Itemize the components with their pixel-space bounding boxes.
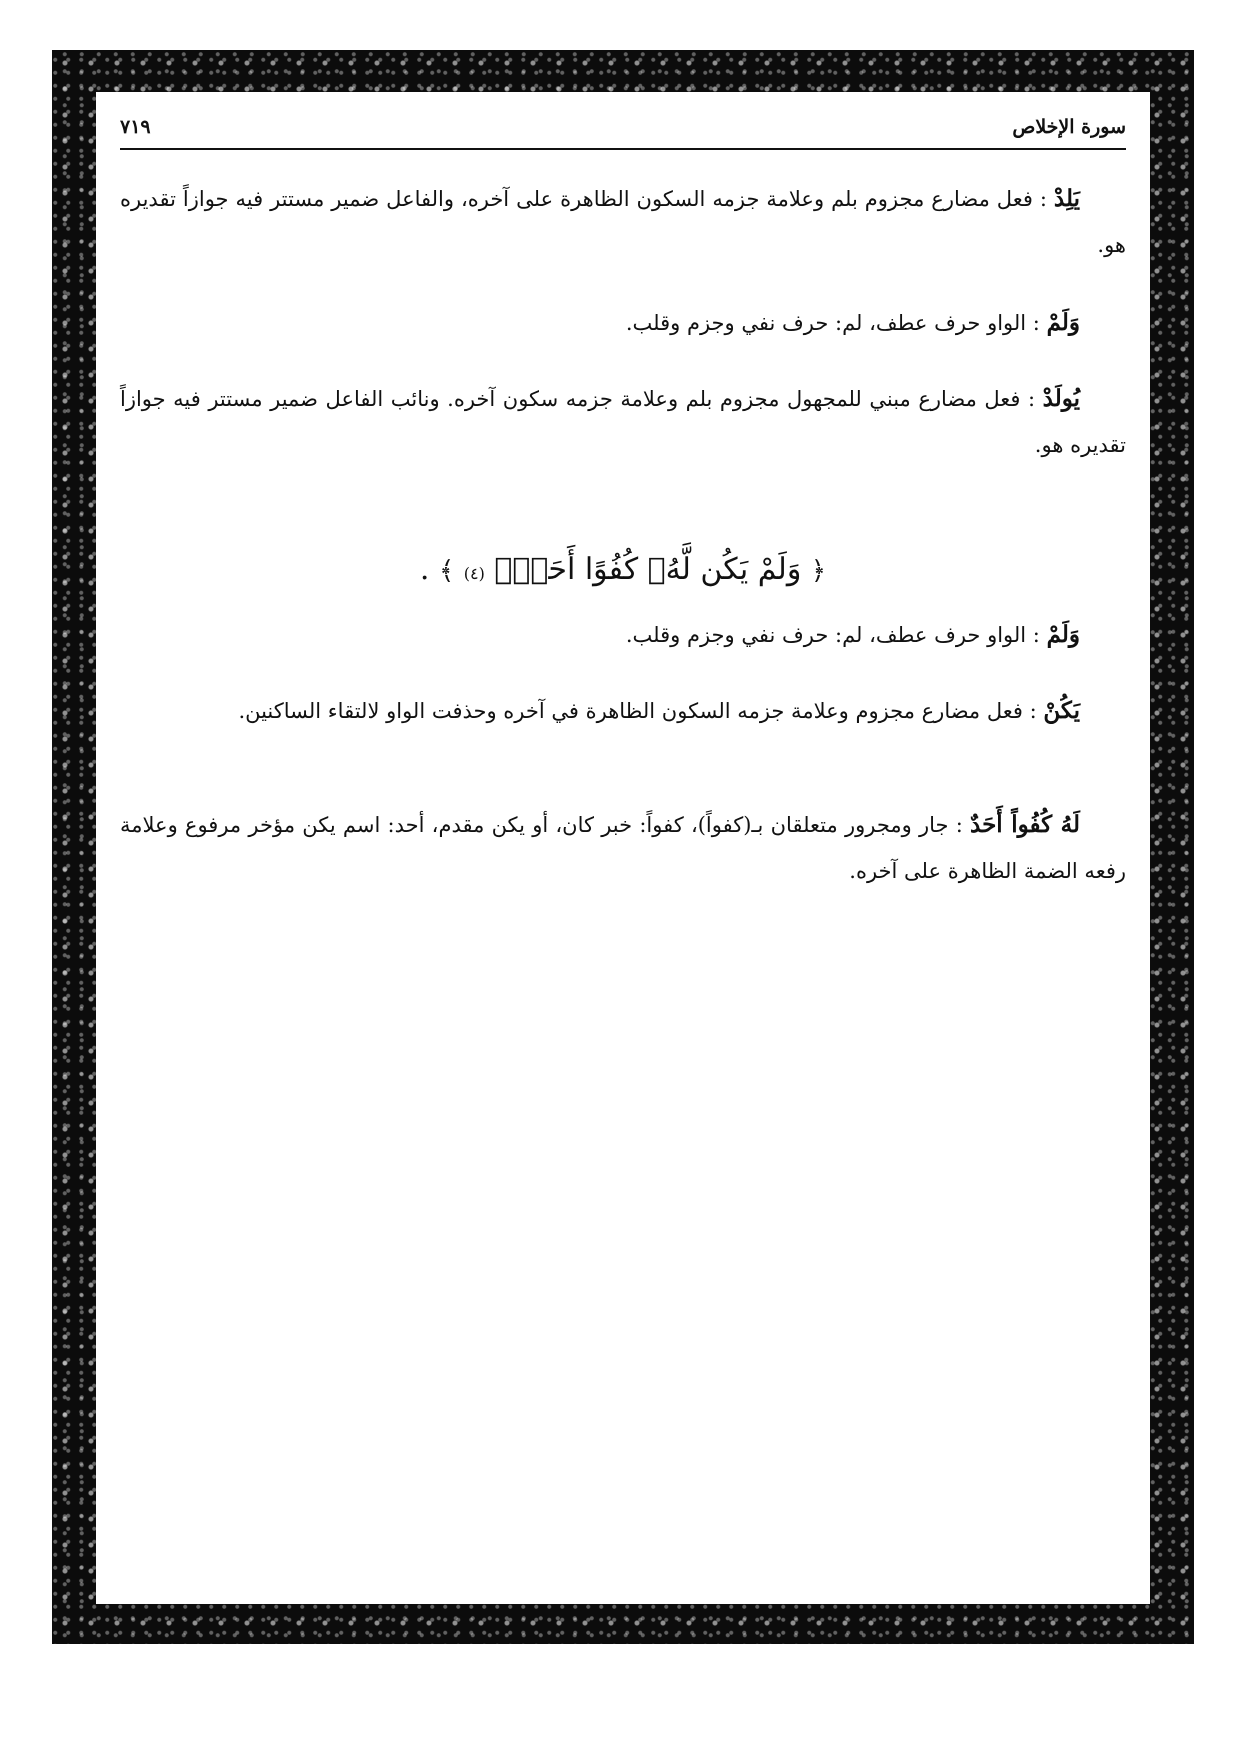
entry-text: : جار ومجرور متعلقان بـ(كفواً)، كفواً: خبر كان، أو يكن مقدم، أحد: اسم يكن مؤخر مرفوع وعلامة رفعه الضمة الظاهرة على آخره. xyxy=(120,813,1126,883)
entry-term: يُولَدْ xyxy=(1042,385,1080,412)
verse-end: . xyxy=(419,552,430,587)
entry-term: يَكُنْ xyxy=(1043,697,1080,724)
entry-text: : فعل مضارع مجزوم وعلامة جزمه السكون الظاهرة في آخره وحذفت الواو لالتقاء الساكنين. xyxy=(238,699,1037,723)
entry-term: يَلِدْ xyxy=(1053,185,1080,212)
verse-close-bracket: ﴾ xyxy=(438,556,455,586)
verse-text: وَلَمْ يَكُن لَّهُۥ كُفُوًا أَحَدٌۢ xyxy=(494,552,802,587)
entry-lahu-kufuwan-ahad xyxy=(120,802,1126,894)
entry-text: : الواو حرف عطف، لم: حرف نفي وجزم وقلب. xyxy=(625,623,1040,647)
entry-text: : الواو حرف عطف، لم: حرف نفي وجزم وقلب. xyxy=(625,311,1040,335)
surah-title: سورة الإخلاص xyxy=(1012,116,1126,138)
entry-term: وَلَمْ xyxy=(1046,309,1080,336)
page-content xyxy=(96,92,1150,1604)
ayah-number-marker: (٤) xyxy=(463,564,485,583)
page-header xyxy=(120,116,1126,150)
verse-open-bracket: ﴿ xyxy=(810,556,827,586)
entry-text: : فعل مضارع مجزوم بلم وعلامة جزمه السكون الظاهرة على آخره، والفاعل ضمير مستتر فيه جوازاً تقديره هو. xyxy=(120,187,1126,257)
entry-walam-2 xyxy=(120,612,1126,658)
entry-walam-1 xyxy=(120,300,1126,346)
entry-yakun xyxy=(120,688,1126,734)
entry-text: : فعل مضارع مبني للمجهول مجزوم بلم وعلامة جزمه سكون آخره. ونائب الفاعل ضمير مستتر فيه جوازاً تقديره هو. xyxy=(120,387,1126,457)
quran-verse xyxy=(120,552,1126,587)
entry-term: لَهُ كُفُواً أَحَدٌ xyxy=(970,811,1080,838)
entry-yalid xyxy=(120,176,1126,268)
entry-term: وَلَمْ xyxy=(1046,621,1080,648)
page-number: ٧١٩ xyxy=(120,116,151,138)
entry-yulad xyxy=(120,376,1126,468)
